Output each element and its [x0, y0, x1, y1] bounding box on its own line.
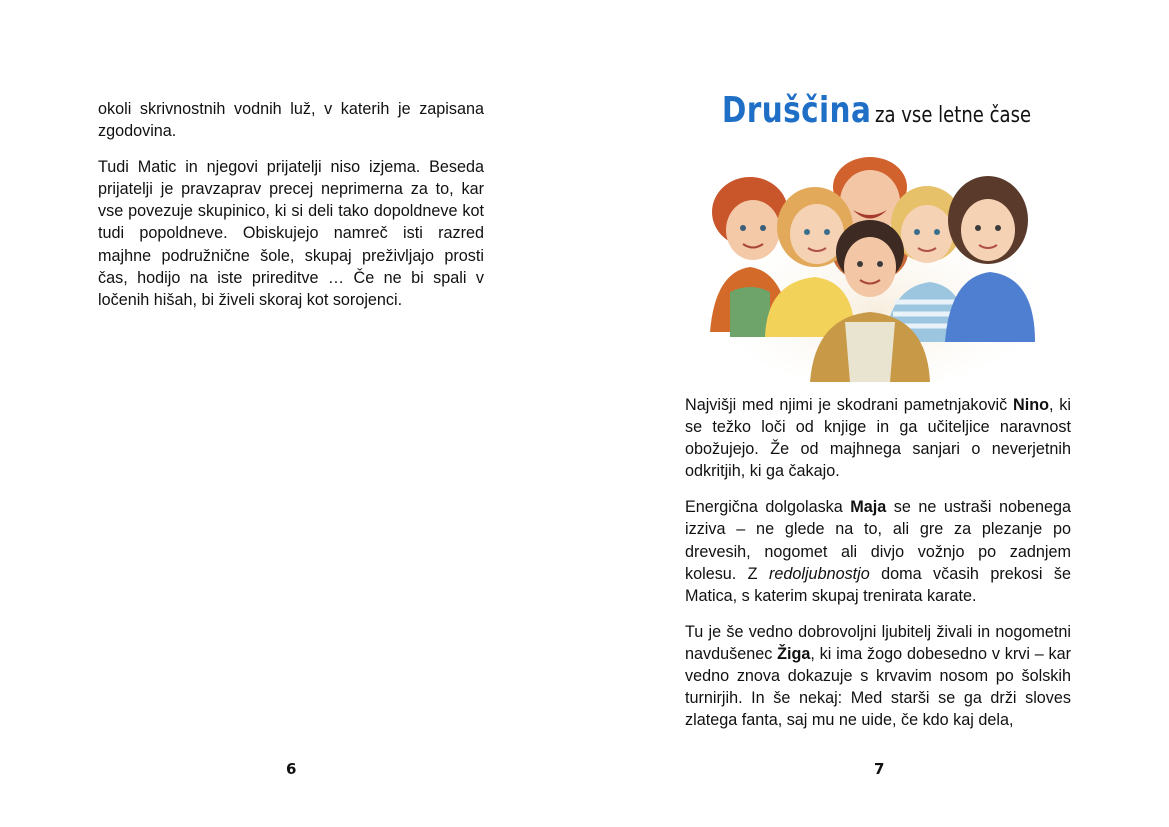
chapter-title-main: Druščina [721, 90, 871, 131]
name-ziga: Žiga [777, 644, 811, 663]
page-number-left: 6 [286, 760, 297, 778]
left-page [0, 0, 584, 827]
left-text-column [98, 98, 484, 325]
name-maja: Maja [850, 498, 887, 517]
chapter-title-subtitle: za vse letne čase [874, 103, 1032, 128]
right-page [585, 0, 1169, 827]
chapter-title [585, 90, 1169, 131]
right-text-column [685, 394, 1071, 745]
left-paragraph-1: okoli skrivnostnih vodnih luž, v katerih je zapisana zgodovina. [98, 100, 484, 141]
right-paragraph-maja: Energična dolgolaska Maja se ne ustraši nobenega izziva – ne glede na to, ali gre za plezanje po drevesih, nogomet ali divjo vožnjo po zadnjem kolesu. Z redoljubnostjo doma včasih prekosi še Matica, s katerim skupaj trenirata karate. [685, 498, 1071, 605]
page-number-right: 7 [874, 760, 885, 778]
italic-word: redoljubnostjo [768, 564, 870, 583]
children-group-illustration [705, 142, 1050, 382]
left-paragraph-2: Tudi Matic in njegovi prijatelji niso izjema. Beseda prijatelji je pravzaprav precej neprimerna za to, kar vse povezuje skupinico, ki si deli tako dopoldneve kot tudi popoldneve. Obiskujejo namreč isti razred majhne podružnične šole, skupaj preživljajo prosti čas, hodijo na iste prireditve … Če ne bi spali v ločenih hišah, bi živeli skoraj kot sorojenci. [98, 158, 484, 309]
name-nino: Nino [1013, 396, 1050, 414]
right-paragraph-ziga: Tu je še vedno dobrovoljni ljubitelj živali in nogometni navdušenec Žiga, ki ima žogo dobesedno v krvi – kar vedno znova dokazuje s krvavim nosom po šolskih turnirjih. In še nekaj: Med starši se ga drži sloves zlatega fanta, saj mu ne uide, če kdo kaj dela, [685, 622, 1071, 730]
right-paragraph-nino: Najvišji med njimi je skodrani pametnjakovič Nino, ki se težko loči od knjige in ga učiteljice naravnost obožujejo. Že od majhnega sanjari o neverjetnih odkritjih, ki ga čakajo. [685, 396, 1071, 481]
